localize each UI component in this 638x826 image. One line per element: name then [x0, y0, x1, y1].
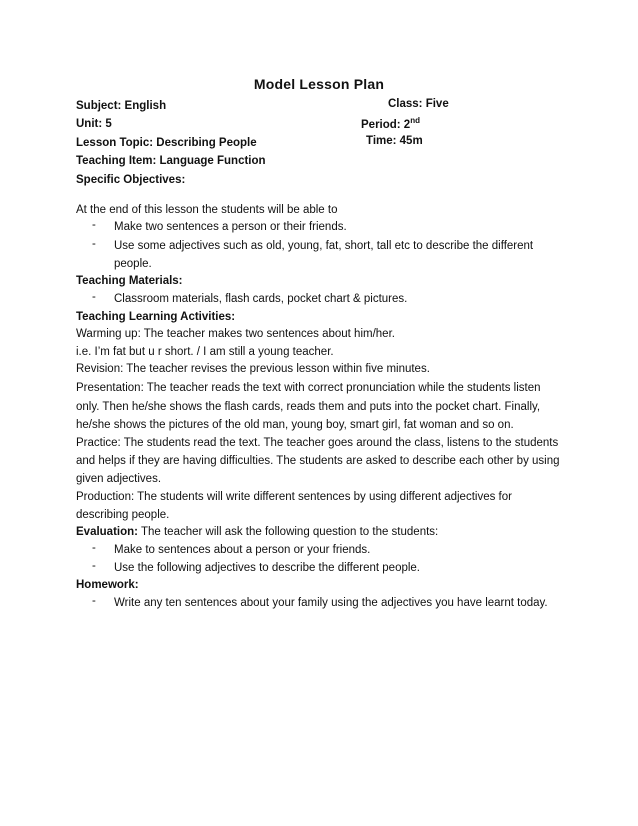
- page-title: Model Lesson Plan: [253, 76, 385, 92]
- topic-line: Lesson Topic: Describing People: [76, 137, 257, 149]
- specific-objectives-heading: Specific Objectives:: [76, 174, 186, 186]
- evaluation-line: [76, 524, 438, 540]
- activity-line: Practice: The students read the text. The teacher goes around the class, listens to the students: [76, 437, 559, 449]
- activity-line: he/she shows the pictures of the old man, young boy, smart girl, fat woman and so on.: [76, 419, 514, 431]
- bullet-dash: -: [92, 291, 96, 303]
- activities-heading: Teaching Learning Activities:: [76, 311, 236, 323]
- teaching-item-line: Teaching Item: Language Function: [76, 155, 266, 167]
- evaluation-label: Evaluation:: [76, 526, 138, 538]
- activity-line: Production: The students will write different sentences by using different adjectives for: [76, 491, 512, 503]
- activity-line: describing people.: [76, 509, 170, 521]
- homework-heading: Homework:: [76, 579, 139, 591]
- bullet-dash: -: [92, 219, 96, 231]
- bullet-dash: -: [92, 595, 96, 607]
- objective-item: Make two sentences a person or their friends.: [114, 221, 347, 233]
- materials-item: Classroom materials, flash cards, pocket chart & pictures.: [114, 293, 408, 305]
- unit-line: Unit: 5: [76, 118, 112, 130]
- bullet-dash: -: [92, 542, 96, 554]
- objective-item-continued: people.: [114, 258, 152, 270]
- activity-line: Presentation: The teacher reads the text with correct pronunciation while the students listen: [76, 382, 541, 394]
- time-line: Time: 45m: [366, 135, 423, 147]
- evaluation-text: The teacher will ask the following question to the students:: [137, 526, 439, 538]
- evaluation-item: Make to sentences about a person or your friends.: [114, 544, 371, 556]
- objective-item: Use some adjectives such as old, young, fat, short, tall etc to describe the different: [114, 240, 534, 252]
- period-superscript: nd: [410, 116, 420, 125]
- homework-item: Write any ten sentences about your family using the adjectives you have learnt today.: [114, 597, 548, 609]
- period-line: [361, 116, 420, 131]
- bullet-dash: -: [92, 560, 96, 572]
- objectives-intro: At the end of this lesson the students will be able to: [76, 204, 338, 216]
- materials-heading: Teaching Materials:: [76, 275, 183, 287]
- activity-line: given adjectives.: [76, 473, 162, 485]
- activity-line: and helps if they are having difficulties. The students are asked to describe each other by using: [76, 455, 560, 467]
- subject-line: Subject: English: [76, 100, 167, 112]
- activity-line: Warming up: The teacher makes two sentences about him/her.: [76, 328, 395, 340]
- activity-line: only. Then he/she shows the flash cards, reads them and puts into the pocket chart. Finally,: [76, 401, 541, 413]
- bullet-dash: -: [92, 238, 96, 250]
- evaluation-item: Use the following adjectives to describe the different people.: [114, 562, 421, 574]
- class-line: Class: Five: [388, 98, 449, 110]
- activity-line: i.e. I’m fat but u r short. / I am still a young teacher.: [76, 346, 334, 358]
- period-text: Period: 2: [361, 118, 411, 131]
- activity-line: Revision: The teacher revises the previous lesson within five minutes.: [76, 363, 430, 375]
